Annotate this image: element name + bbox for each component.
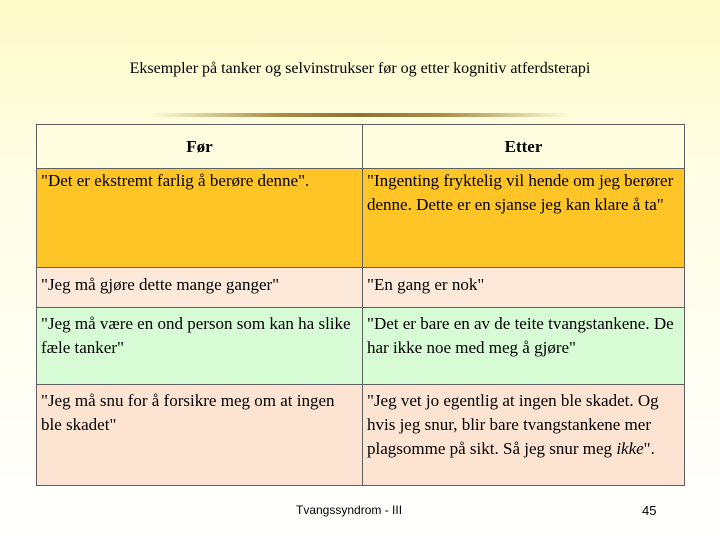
cell-before: "Jeg må snu for å forsikre meg om at ingen ble skadet"	[37, 385, 363, 486]
footer-text: Tvangssyndrom - III	[296, 503, 403, 517]
cell-after: "Det er bare en av de teite tvangstankene. De har ikke noe med meg å gjøre"	[363, 308, 685, 385]
table-row	[37, 169, 685, 268]
cell-after	[363, 385, 685, 486]
page-number: 45	[642, 503, 657, 518]
cell-before: "Det er ekstremt farlig å berøre denne".	[37, 169, 363, 268]
header-after: Etter	[363, 125, 685, 169]
cell-after-emphasis: ikke	[616, 439, 644, 458]
cell-after: "Ingenting fryktelig vil hende om jeg berører denne. Dette er en sjanse jeg kan klare å ta"	[363, 169, 685, 268]
title-divider	[150, 113, 570, 117]
table-header-row	[37, 125, 685, 169]
slide-title: Eksempler på tanker og selvinstrukser før og etter kognitiv atferdsterapi	[129, 60, 591, 77]
cell-after-text: "Jeg vet jo egentlig at ingen ble skadet. Og hvis jeg snur, blir bare tvangstankene mer plagsomme på sikt. Så jeg snur meg	[367, 391, 659, 458]
header-before: Før	[37, 125, 363, 169]
cell-after: "En gang er nok"	[363, 268, 685, 308]
comparison-table	[36, 124, 685, 486]
table-row	[37, 268, 685, 308]
table-row	[37, 385, 685, 486]
cell-after-end: ".	[643, 439, 655, 458]
cell-before: "Jeg må gjøre dette mange ganger"	[37, 268, 363, 308]
table-row	[37, 308, 685, 385]
cell-before: "Jeg må være en ond person som kan ha slike fæle tanker"	[37, 308, 363, 385]
